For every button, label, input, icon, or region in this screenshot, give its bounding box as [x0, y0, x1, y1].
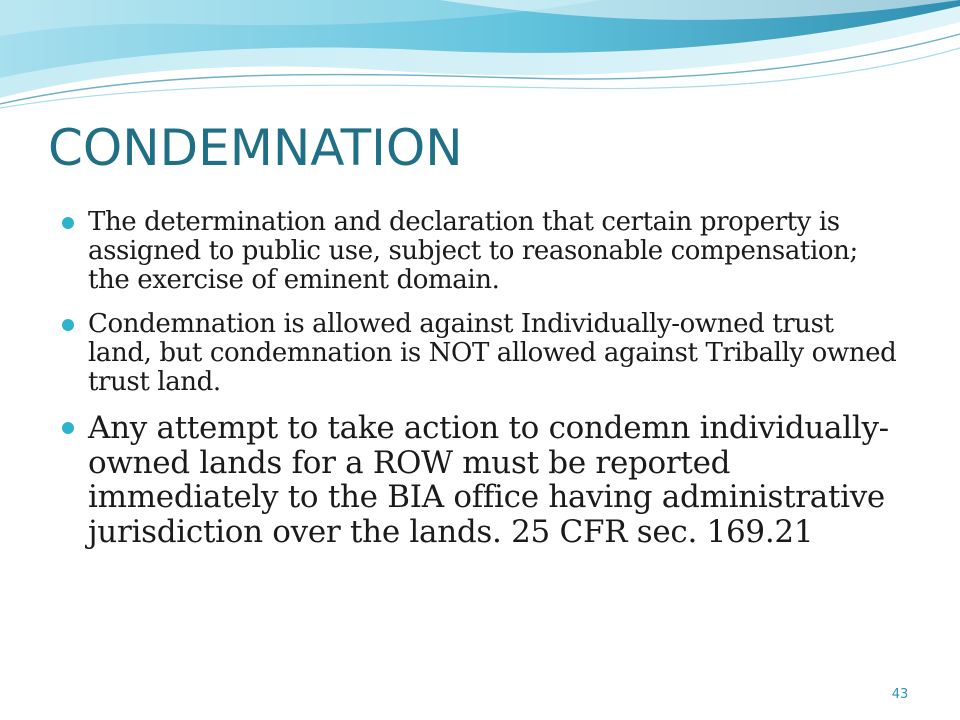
bullet-item — [62, 411, 902, 549]
bullet-text: Any attempt to take action to condemn individually-owned lands for a ROW must be reported immediately to the BIA office having administrative jurisdiction over the lands. 25 CFR sec. 169.21 — [88, 410, 889, 550]
bullet-dot-icon — [62, 217, 74, 229]
slide-title: CONDEMNATION — [48, 119, 463, 177]
bullet-list — [62, 208, 902, 549]
bullet-item — [62, 208, 902, 295]
bullet-item — [62, 310, 902, 397]
bullet-text: Condemnation is allowed against Individually-owned trust land, but condemnation is NOT allowed against Tribally owned trust land. — [88, 309, 897, 397]
page-number: 43 — [891, 687, 909, 702]
bullet-dot-icon — [62, 319, 74, 331]
bullet-dot-icon — [62, 422, 74, 434]
header-wave-decoration — [0, 0, 960, 110]
bullet-text: The determination and declaration that certain property is assigned to public use, subject to reasonable compensation; the exercise of eminent domain. — [88, 207, 858, 295]
